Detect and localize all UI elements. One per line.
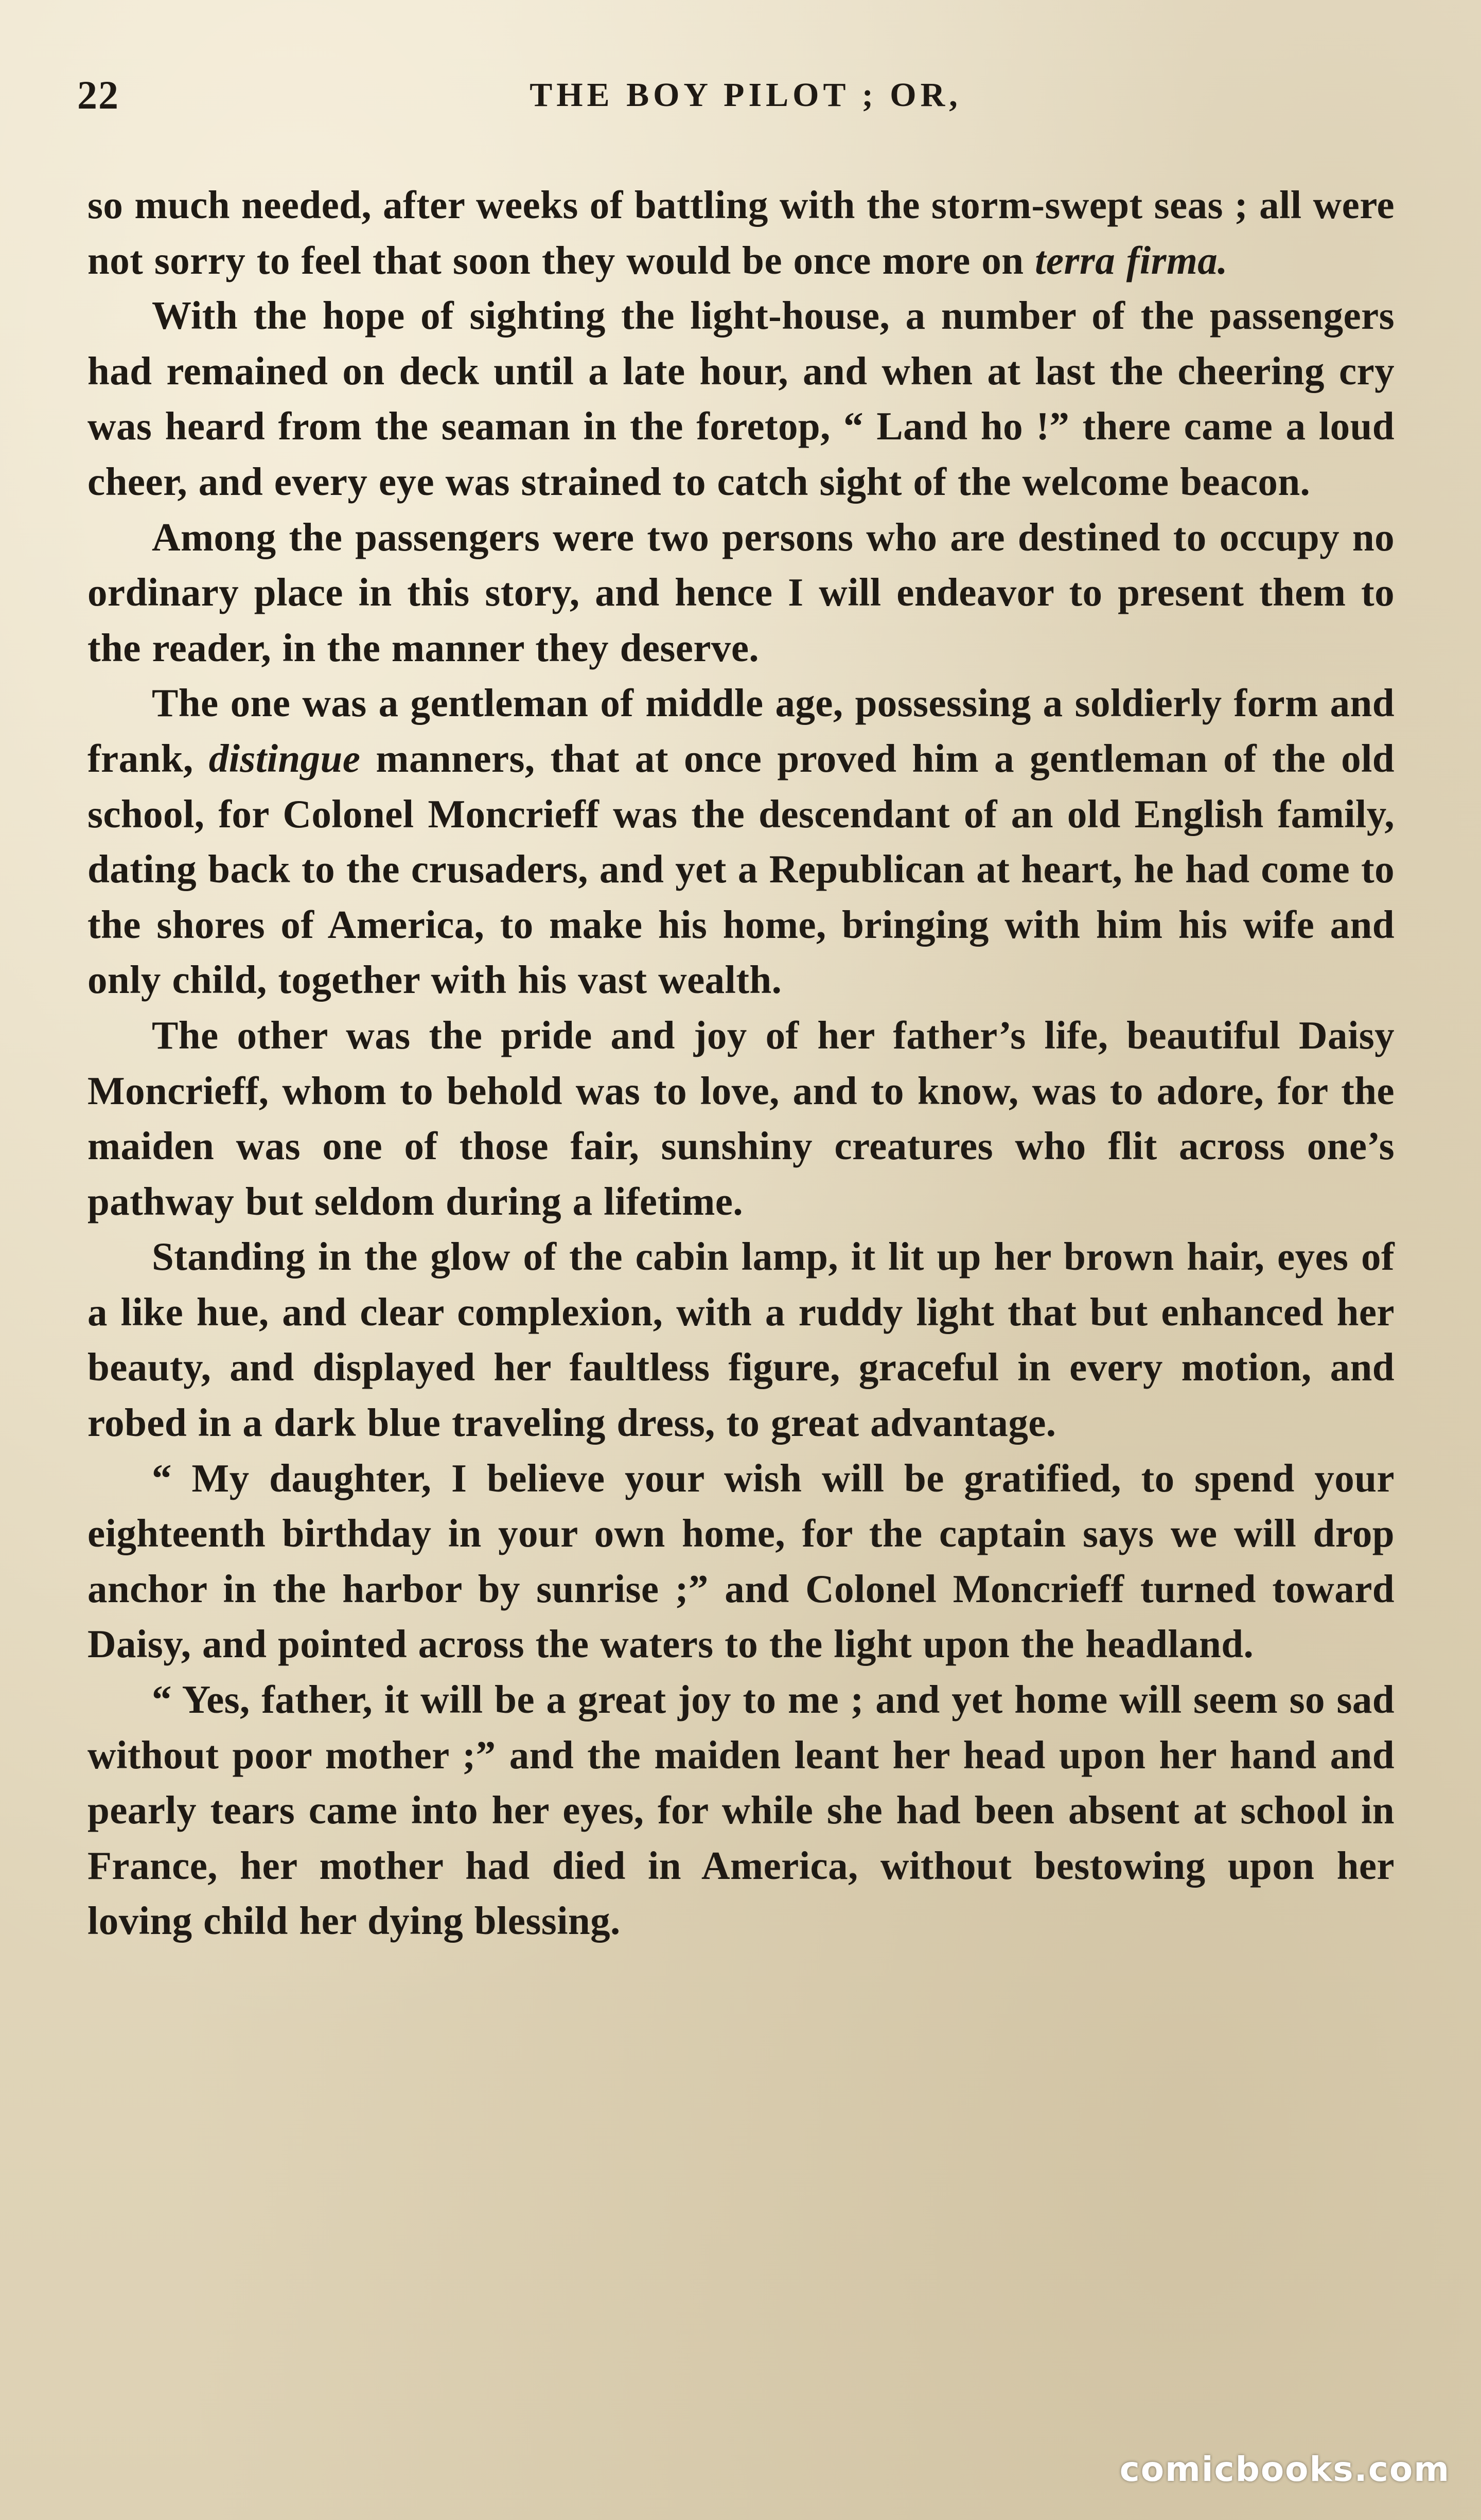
italic-text: terra firma. [1035, 238, 1228, 282]
text-run: With the hope of sighting the light-house, a number of the passengers had remained on deck until a late hour, and when at last the cheering cry was heard from the seaman in the foretop, “ Land ho !” there came a loud cheer, and every eye was strained to catch sight of the welcome beacon. [87, 293, 1395, 504]
text-run: The other was the pride and joy of her father’s life, beautiful Daisy Moncrieff, whom to behold was to love, and to know, was to adore, for the maiden was one of those fair, sunshiny creatures who flit across one’s pathway but seldom during a lifetime. [87, 1013, 1395, 1223]
body-text [87, 178, 1395, 1949]
italic-text: distingue [208, 736, 361, 780]
running-head: THE BOY PILOT ; OR, [530, 76, 962, 114]
paragraph [87, 510, 1395, 676]
page-header [77, 67, 1394, 123]
paragraph [87, 1229, 1395, 1450]
text-run: The one was a gentleman of middle age, possessing a soldierly form and frank, [87, 681, 1395, 780]
paragraph [87, 178, 1395, 288]
page-number: 22 [77, 73, 119, 117]
text-run: Among the passengers were two persons who are destined to occupy no ordinary place in this story, and hence I will endeavor to present them to the reader, in the manner they deserve. [87, 514, 1395, 670]
watermark: comicbooks.com [1119, 2450, 1450, 2489]
text-run: “ My daughter, I believe your wish will be gratified, to spend your eighteenth birthday in your own home, for the captain says we will drop anchor in the harbor by sunrise ;” and Colonel Moncrieff turned toward Daisy, and pointed across the waters to the light upon the headland. [87, 1456, 1395, 1666]
text-run: Standing in the glow of the cabin lamp, it lit up her brown hair, eyes of a like hue, and clear complexion, with a ruddy light that but enhanced her beauty, and displayed her faultless figure, graceful in every motion, and robed in a dark blue traveling dress, to great advantage. [87, 1234, 1395, 1445]
paragraph [87, 1008, 1395, 1229]
paragraph [87, 1451, 1395, 1672]
text-run: “ Yes, father, it will be a great joy to me ; and yet home will seem so sad without poor mother ;” and the maiden leant her head upon her hand and pearly tears came into her eyes, for while she had been absent at school in France, her mother had died in America, without bestowing upon her loving child her dying blessing. [87, 1677, 1395, 1943]
paragraph [87, 1672, 1395, 1949]
paragraph [87, 676, 1395, 1008]
text-run: so much needed, after weeks of battling with the storm-swept seas ; all were not sorry to feel that soon they would be once more on [87, 183, 1395, 282]
text-run: manners, that at once proved him a gentleman of the old school, for Colonel Moncrieff was the descendant of an old English family, dating back to the crusaders, and yet a Republican at heart, he had come to the shores of America, to make his home, bringing with him his wife and only child, together with his vast wealth. [87, 736, 1395, 1002]
paragraph [87, 288, 1395, 509]
